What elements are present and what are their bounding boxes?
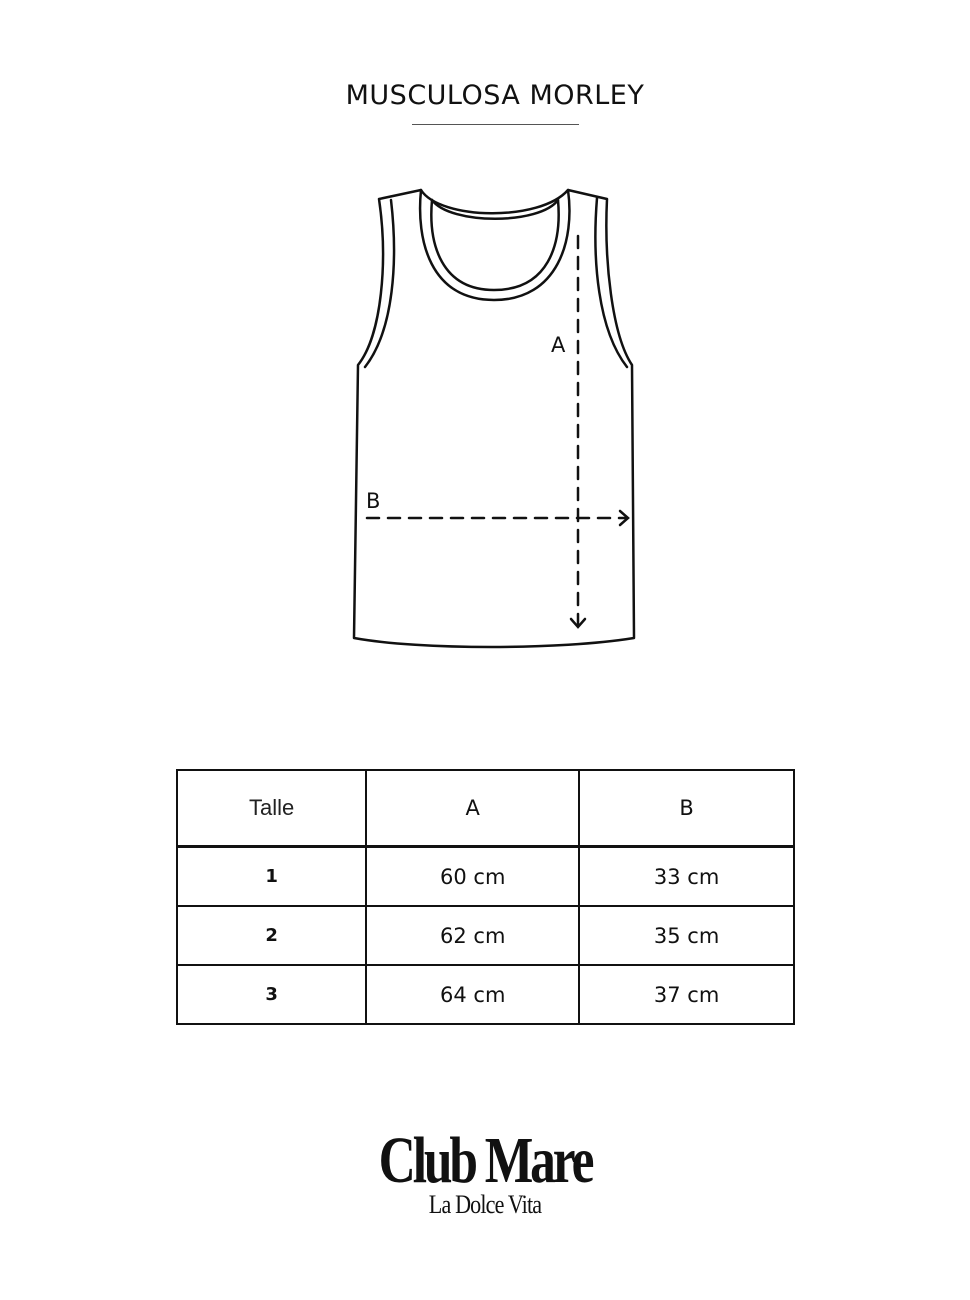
measure-a-cell: 64 cm	[366, 965, 579, 1024]
measure-a-label: A	[551, 333, 566, 357]
size-cell: 3	[177, 965, 366, 1024]
measure-b-cell: 33 cm	[579, 847, 794, 907]
brand-tagline: La Dolce Vita	[428, 1190, 542, 1219]
header-b: B	[579, 770, 794, 847]
header-talle: Talle	[177, 770, 366, 847]
table-row	[177, 965, 794, 1024]
measure-a-cell: 62 cm	[366, 906, 579, 965]
measure-b-label: B	[366, 489, 381, 513]
header-a: A	[366, 770, 579, 847]
brand-name: Club Mare	[378, 1124, 592, 1197]
brand-logo	[0, 1124, 970, 1219]
measure-a-cell: 60 cm	[366, 847, 579, 907]
size-cell: 1	[177, 847, 366, 907]
table-row	[177, 906, 794, 965]
size-table	[176, 769, 795, 1025]
garment-outline	[354, 190, 634, 647]
page-title: MUSCULOSA MORLEY	[345, 80, 645, 111]
table-row	[177, 847, 794, 907]
measure-b-cell: 35 cm	[579, 906, 794, 965]
neckline-inner	[432, 200, 558, 219]
measure-b-cell: 37 cm	[579, 965, 794, 1024]
table-header-row	[177, 770, 794, 847]
size-cell: 2	[177, 906, 366, 965]
